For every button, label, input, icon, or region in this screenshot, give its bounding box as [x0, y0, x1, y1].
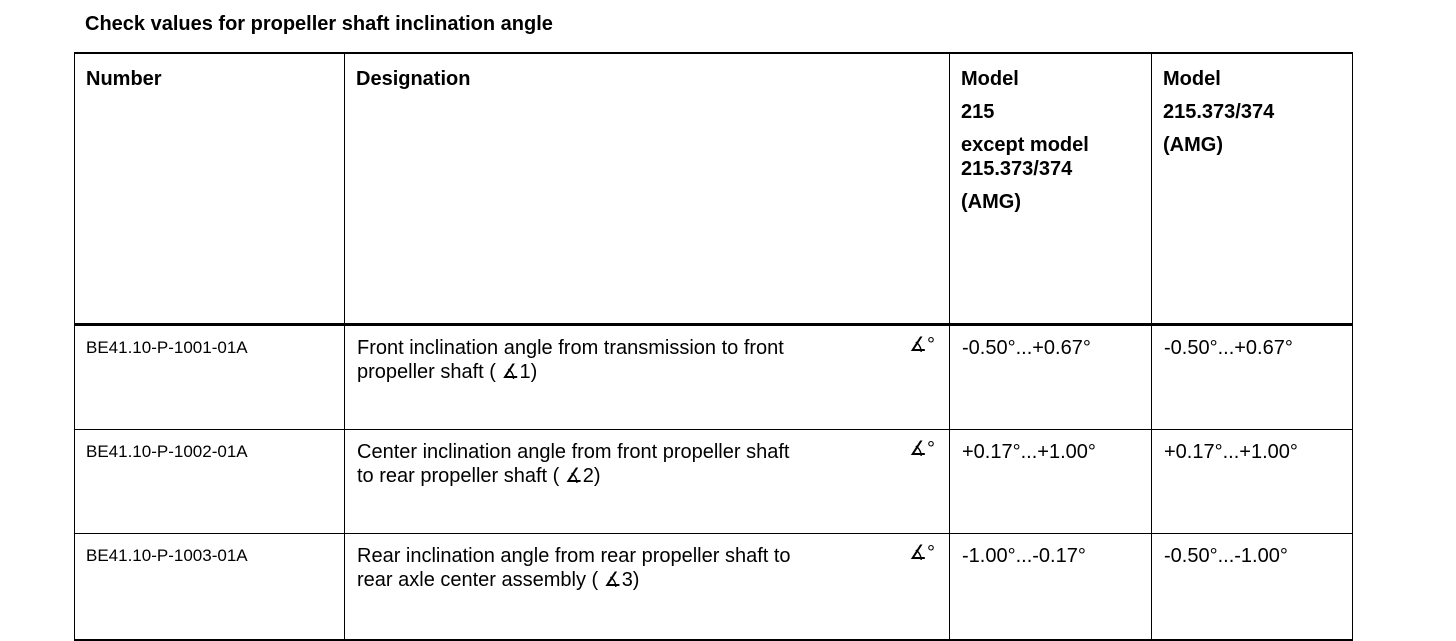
designation-line1: Center inclination angle from front propeller shaft [357, 441, 790, 463]
angle-degree-icon: ∡° [909, 542, 935, 564]
angle-degree-icon: ∡° [909, 334, 935, 356]
row-model-2-value: -0.50°...-1.00° [1152, 534, 1353, 641]
header-model-1-line2: 215 [961, 101, 995, 123]
table-header [75, 53, 1353, 325]
designation-line1: Front inclination angle from transmission to front [357, 337, 784, 359]
designation-wrap [357, 336, 939, 384]
check-values-table [74, 52, 1353, 641]
row-number: BE41.10-P-1002-01A [75, 430, 345, 534]
row-model-1-value: +0.17°...+1.00° [950, 430, 1152, 534]
row-designation [345, 534, 950, 641]
designation-line2: rear axle center assembly ( ∡3) [357, 569, 640, 591]
row-designation [345, 325, 950, 430]
table-row [75, 534, 1353, 641]
designation-line2: to rear propeller shaft ( ∡2) [357, 465, 601, 487]
table-row [75, 430, 1353, 534]
designation-line1: Rear inclination angle from rear propeller shaft to [357, 545, 791, 567]
header-model-2-line3: (AMG) [1163, 134, 1223, 156]
header-model-1-line4: 215.373/374 [961, 158, 1073, 180]
document-title: Check values for propeller shaft inclination angle [85, 13, 553, 35]
row-designation [345, 430, 950, 534]
header-model-2-line2: 215.373/374 [1163, 101, 1275, 123]
designation-wrap [357, 440, 939, 488]
row-model-2-value: +0.17°...+1.00° [1152, 430, 1353, 534]
angle-degree-icon: ∡° [909, 438, 935, 460]
header-model-2-line1: Model [1163, 68, 1221, 90]
row-model-2-value: -0.50°...+0.67° [1152, 325, 1353, 430]
header-row [75, 53, 1353, 325]
designation-wrap [357, 544, 939, 592]
header-model-1-line3: except model [961, 134, 1089, 156]
header-number: Number [75, 53, 345, 325]
header-designation: Designation [345, 53, 950, 325]
header-model-2 [1152, 53, 1353, 325]
header-model-1 [950, 53, 1152, 325]
row-model-1-value: -1.00°...-0.17° [950, 534, 1152, 641]
header-model-1-line5: (AMG) [961, 191, 1021, 213]
row-model-1-value: -0.50°...+0.67° [950, 325, 1152, 430]
row-number: BE41.10-P-1003-01A [75, 534, 345, 641]
header-model-1-line1: Model [961, 68, 1019, 90]
table-body [75, 325, 1353, 641]
table-row [75, 325, 1353, 430]
row-number: BE41.10-P-1001-01A [75, 325, 345, 430]
designation-line2: propeller shaft ( ∡1) [357, 361, 538, 383]
